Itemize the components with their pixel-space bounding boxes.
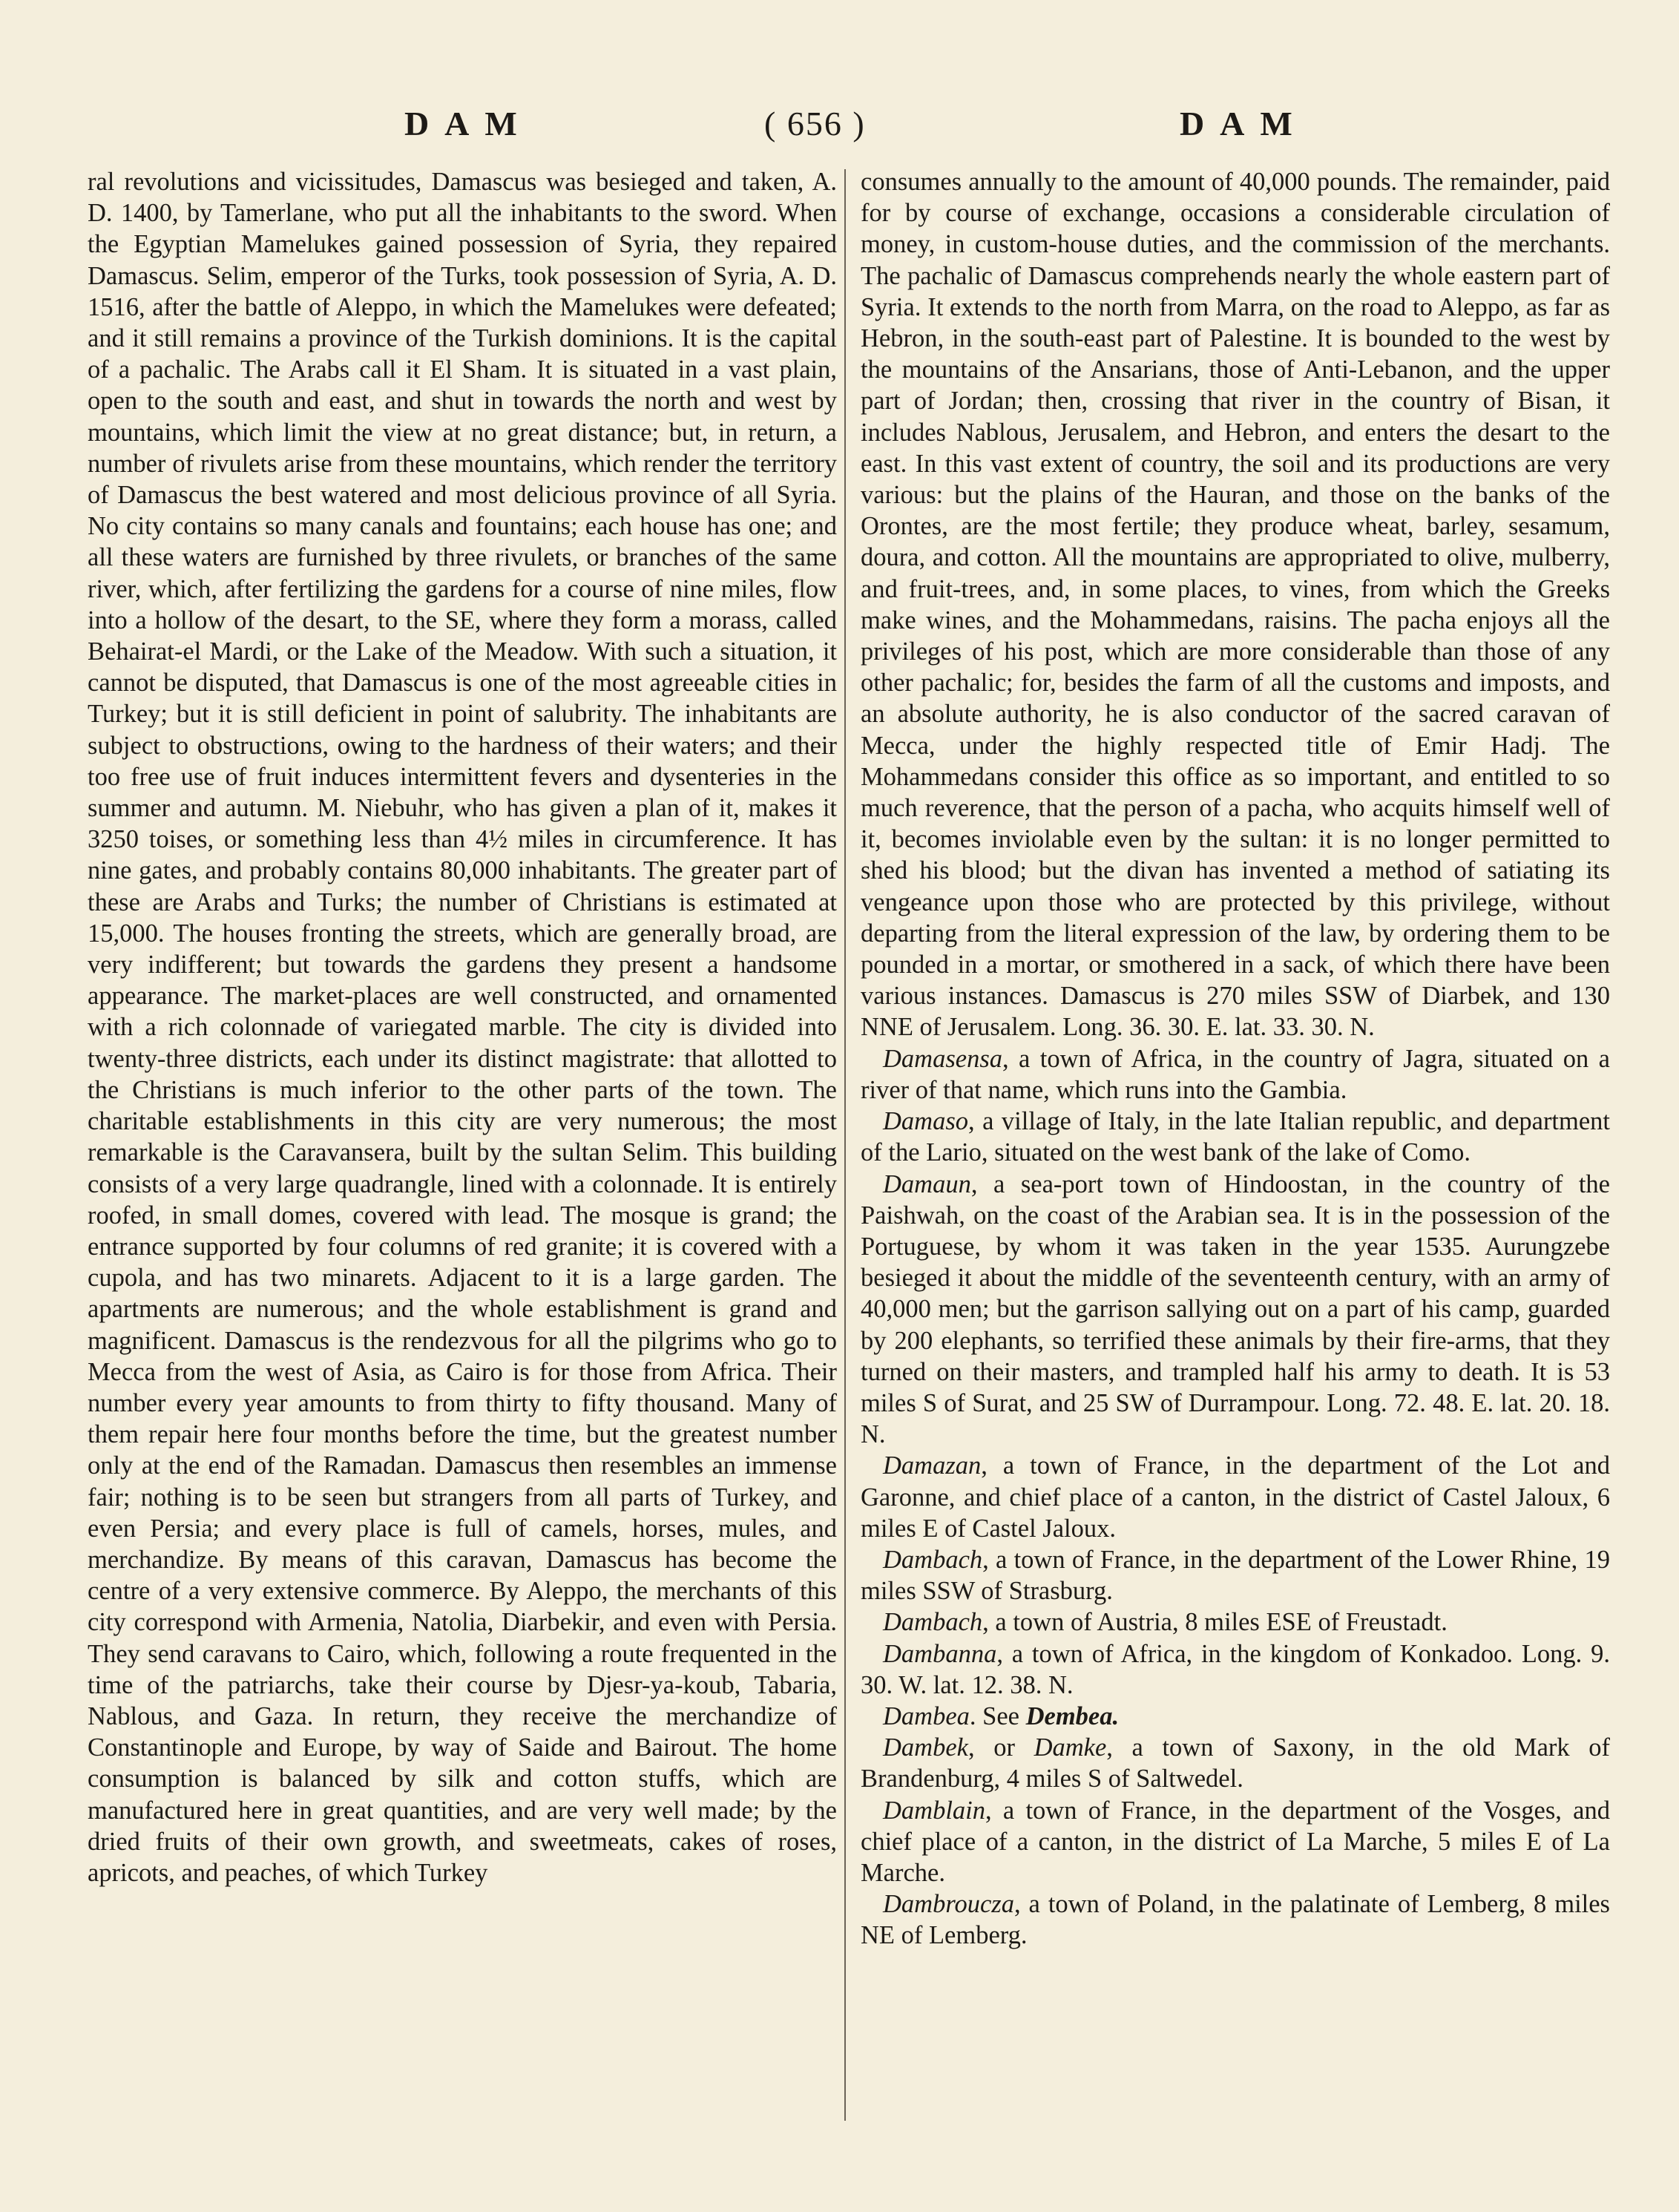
- headword: Damaso: [883, 1107, 969, 1136]
- cross-reference: Dembea.: [1025, 1701, 1120, 1730]
- headword: Dambek: [883, 1733, 968, 1762]
- entry-text: , a town of France, in the department of the Vosges, and chief place of a canton, in the district of La Marche, 5 miles E of La Marche.: [861, 1796, 1610, 1887]
- headword: Dambach: [883, 1545, 983, 1574]
- entry-dambek: [861, 1732, 1610, 1794]
- entry-damblain: [861, 1795, 1610, 1889]
- entry-dambroucza: [861, 1888, 1610, 1951]
- entry-text: , a town of Austria, 8 miles ESE of Freustadt.: [982, 1608, 1448, 1637]
- headword: Damaun: [883, 1169, 971, 1198]
- headword: Dambanna: [883, 1639, 997, 1668]
- entry-text: , a town of Saxony, in the old Mark of Brandenburg, 4 miles S of Saltwedel.: [861, 1733, 1610, 1793]
- left-column: [88, 166, 837, 1888]
- headword: Damblain: [883, 1796, 985, 1825]
- alt-headword: Damke: [1034, 1733, 1107, 1762]
- headword: Dambach: [883, 1608, 983, 1637]
- headword: Dambroucza: [883, 1890, 1014, 1919]
- entry-damazan: [861, 1450, 1610, 1544]
- right-column: [861, 166, 1610, 1952]
- headword: Dambea: [883, 1701, 970, 1730]
- entry-damaso: [861, 1106, 1610, 1168]
- entry-damaun: [861, 1169, 1610, 1451]
- entry-text: , a town of France, in the department of the Lot and Garonne, and chief place of a canton, in the district of Castel Jaloux, 6 miles E of Castel Jaloux.: [861, 1451, 1610, 1543]
- running-head-left: D A M: [404, 105, 522, 142]
- damascus-entry-continuation: ral revolutions and vicissitudes, Damascus was besieged and taken, A. D. 1400, by Tamerlane, who put all the inhabitants to the sword. When the Egyptian Mamelukes gained possession of Syria, they repaired Damascus. Selim, emperor of the Turks, took possession of Syria, A. D. 1516, after the battle of Aleppo, in which the Mamelukes were defeated; and it still remains a province of the Turkish dominions. It is the capital of a pachalic. The Arabs call it El Sham. It is situated in a vast plain, open to the south and east, and shut in towards the north and west by mountains, which limit the view at no great distance; but, in return, a number of rivulets arise from these mountains, which render the territory of Damascus the best watered and most delicious province of all Syria. No city contains so many canals and fountains; each house has one; and all these waters are furnished by three rivulets, or branches of the same river, which, after fertilizing the gardens for a course of nine miles, flow into a hollow of the desart, to the SE, where they form a morass, called Behairat-el Mardi, or the Lake of the Meadow. With such a situation, it cannot be disputed, that Damascus is one of the most agreeable cities in Turkey; but it is still deficient in point of salubrity. The inhabitants are subject to obstructions, owing to the hardness of their waters; and their too free use of fruit induces intermittent fevers and dysenteries in the summer and autumn. M. Niebuhr, who has given a plan of it, makes it 3250 toises, or something less than 4½ miles in circumference. It has nine gates, and probably contains 80,000 inhabitants. The greater part of these are Arabs and Turks; the number of Christians is estimated at 15,000. The houses fronting the streets, which are generally broad, are very indifferent; but towards the gardens they present a handsome appearance. The market-places are well constructed, and ornamented with a rich colonnade of variegated marble. The city is divided into twenty-three districts, each under its distinct magistrate: that allotted to the Christians is much inferior to the other parts of the town. The charitable establishments in this city are very numerous; the most remarkable is the Caravansera, built by the sultan Selim. This building consists of a very large quadrangle, lined with a colonnade. It is entirely roofed, in small domes, covered with lead. The mosque is grand; the entrance supported by four columns of red granite; it is covered with a cupola, and has two minarets. Adjacent to it is a large garden. The apartments are numerous; and the whole establishment is grand and magnificent. Damascus is the rendezvous for all the pilgrims who go to Mecca from the west of Asia, as Cairo is for those from Africa. Their number every year amounts to from thirty to fifty thousand. Many of them repair here four months before the time, but the greatest number only at the end of the Ramadan. Damascus then resembles an immense fair; nothing is to be seen but strangers from all parts of Turkey, and even Persia; and every place is full of camels, horses, mules, and merchandize. By means of this caravan, Damascus has become the centre of a very extensive commerce. By Aleppo, the merchants of this city correspond with Armenia, Natolia, Diarbekir, and even with Persia. They send caravans to Cairo, which, following a route frequented in the time of the patriarchs, take their course by Djesr-ya-koub, Tabaria, Nablous, and Gaza. In return, they receive the merchandize of Constantinople and Europe, by way of Saide and Bairout. The home consumption is balanced by silk and cotton stuffs, which are manufactured here in great quantities, and are very well made; by the dried fruits of their own growth, and sweetmeats, cakes of roses, apricots, and peaches, of which Turkey: [88, 168, 837, 1887]
- running-head-right: D A M: [1180, 105, 1297, 142]
- entry-text: , a town of Poland, in the palatinate of Lemberg, 8 miles NE of Lemberg.: [861, 1890, 1610, 1950]
- entry-dambanna: [861, 1638, 1610, 1701]
- entry-dambea: [861, 1701, 1610, 1732]
- entry-dambach-france: [861, 1544, 1610, 1607]
- entry-text: , a town of Africa, in the country of Jagra, situated on a river of that name, which runs into the Gambia.: [861, 1044, 1610, 1104]
- entry-dambach-austria: [861, 1607, 1610, 1638]
- running-head: [0, 104, 1679, 148]
- damascus-entry-continuation-right: consumes annually to the amount of 40,000 pounds. The remainder, paid for by course of exchange, occasions a considerable circulation of money, in custom-house duties, and the commission of the merchants. The pachalic of Damascus comprehends nearly the whole eastern part of Syria. It extends to the north from Marra, on the road to Aleppo, as far as Hebron, in the south-east part of Palestine. It is bounded to the west by the mountains of the Ansarians, those of Anti-Lebanon, and the upper part of Jordan; then, crossing that river in the country of Bisan, it includes Nablous, Jerusalem, and Hebron, and enters the desart to the east. In this vast extent of country, the soil and its productions are very various: but the plains of the Hauran, and those on the banks of the Orontes, are the most fertile; they produce wheat, barley, sesamum, doura, and cotton. All the mountains are appropriated to olive, mulberry, and fruit-trees, and, in some places, to vines, from which the Greeks make wines, and the Mohammedans, raisins. The pacha enjoys all the privileges of his post, which are more considerable than those of any other pachalic; for, besides the farm of all the customs and imposts, and an absolute authority, he is also conductor of the sacred caravan of Mecca, under the highly respected title of Emir Hadj. The Mohammedans consider this office as so important, and entitled to so much reverence, that the person of a pacha, who acquits himself well of it, becomes inviolable even by the sultan: it is no longer permitted to shed his blood; but the divan has invented a method of satiating its vengeance upon those who are protected by this privilege, without departing from the literal expression of the law, by ordering them to be pounded in a mortar, or smothered in a sack, of which there have been various instances. Damascus is 270 miles SSW of Diarbek, and 130 NNE of Jerusalem. Long. 36. 30. E. lat. 33. 30. N.: [861, 168, 1610, 1042]
- headword: Damazan: [883, 1451, 982, 1480]
- entry-text: , a village of Italy, in the late Italian republic, and department of the Lario, situated on the west bank of the lake of Como.: [861, 1107, 1610, 1167]
- or-text: , or: [967, 1733, 1034, 1762]
- entry-text: , a sea-port town of Hindoostan, in the country of the Paishwah, on the coast of the Arabian sea. It is in the possession of the Portuguese, by whom it was taken in the year 1535. Aurungzebe besieged it about the middle of the seventeenth century, with an army of 40,000 men; but the garrison sallying out on a part of his camp, guarded by 200 elephants, so terrified these animals by their fire-arms, that they turned on their masters, and trampled half his army to death. It is 53 miles S of Surat, and 25 SW of Durrampour. Long. 72. 48. E. lat. 20. 18. N.: [861, 1169, 1610, 1449]
- column-divider: [844, 169, 846, 2121]
- see-text: . See: [969, 1701, 1026, 1730]
- entry-text: , a town of Africa, in the kingdom of Konkadoo. Long. 9. 30. W. lat. 12. 38. N.: [861, 1639, 1610, 1699]
- page-number: ( 656 ): [764, 105, 866, 142]
- headword: Damasensa: [883, 1044, 1002, 1073]
- entry-damasensa: [861, 1043, 1610, 1106]
- entry-text: , a town of France, in the department of the Lower Rhine, 19 miles SSW of Strasburg.: [861, 1545, 1610, 1606]
